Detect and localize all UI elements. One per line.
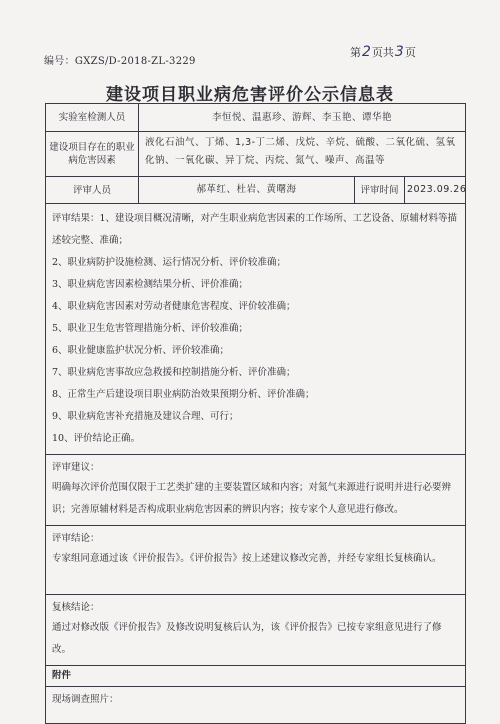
results-title: 评审结果：: [52, 213, 100, 224]
suggestions-row: [46, 455, 466, 526]
recheck-block: [46, 595, 466, 666]
results-item: 7、职业病危害事故应急救援和控制措施分析、评价准确；: [52, 367, 296, 378]
results-item: 4、职业病危害因素对劳动者健康危害程度、评价较准确；: [52, 301, 296, 312]
attachment-title: 附件: [46, 666, 466, 687]
suggestions-title: 评审建议：: [52, 462, 100, 473]
page-current: 2: [362, 44, 371, 60]
site-photos-block: [46, 687, 466, 724]
suggestions-text: 明确每次评价范围仅限于工艺类扩建的主要装置区域和内容；对氮气来源进行说明并进行必要辨识；完善原辅材料是否构成职业病危害因素的辨识内容；按专家个人意见进行修改。: [52, 482, 452, 515]
reviewers-label: 评审人员: [46, 177, 139, 204]
suggestions-block: [46, 455, 466, 526]
results-item: 评审结果：1、建设项目概况清晰，对产生职业病危害因素的工作场所、工艺设备、原辅材料等描述较完整、准确；: [52, 213, 458, 246]
hazards-value: 液化石油气、丁烯、1,3-丁二烯、戊烷、辛烷、硫酸、二氧化硫、氢氧化钠、一氧化碳、异丁烷、丙烷、氮气、噪声、高温等: [139, 132, 466, 177]
review-time-value: 2023.09.26: [405, 177, 466, 204]
conclusion-text: 专家组同意通过该《评价报告》。《评价报告》按上述建议修改完善，并经专家组长复核确认。: [52, 553, 442, 564]
document-title: 建设项目职业病危害评价公示信息表: [106, 85, 394, 105]
page-suffix: 页: [404, 46, 416, 59]
recheck-text: 通过对修改版《评价报告》及修改说明复核后认为，该《评价报告》已按专家组意见进行了修改。: [52, 622, 442, 655]
hazards-label: 建设项目存在的职业病危害因素: [46, 132, 139, 177]
results-block: [46, 204, 466, 455]
results-item: 10、评价结论正确。: [52, 433, 141, 444]
recheck-row: [46, 595, 466, 666]
results-item: 9、职业病危害补充措施及建议合理、可行；: [52, 411, 239, 422]
attachment-row: [46, 666, 466, 687]
page-total: 3: [394, 44, 404, 60]
lab-staff-row: [46, 104, 466, 132]
conclusion-title: 评审结论：: [52, 533, 100, 544]
conclusion-block: [46, 526, 466, 595]
page-indicator: [350, 44, 416, 60]
hazards-row: [46, 132, 466, 177]
results-item: 5、职业卫生危害管理措施分析、评价较准确；: [52, 323, 249, 334]
document-number: 编号：GXZS/D-2018-ZL-3229: [44, 56, 196, 67]
results-item: 3、职业病危害因素检测结果分析、评价准确；: [52, 279, 249, 290]
results-item: 8、正常生产后建设项目职业病防治效果预期分析、评价准确；: [52, 389, 315, 400]
recheck-title: 复核结论：: [52, 602, 100, 613]
lab-staff-label: 实验室检测人员: [46, 104, 139, 132]
lab-staff-value: 李恒悦、温惠珍、游辉、李玉艳、谭华艳: [139, 104, 466, 132]
reviewers-row: [46, 177, 466, 204]
info-table: [45, 103, 466, 724]
site-photos-row: [46, 687, 466, 724]
review-time-label: 评审时间: [355, 177, 405, 204]
results-item: 2、职业病防护设施检测、运行情况分析、评价较准确；: [52, 257, 287, 268]
results-row: [46, 204, 466, 455]
site-photos-label: 现场调查照片：: [52, 694, 119, 705]
page-middle: 页共: [371, 46, 394, 59]
page-prefix: 第: [350, 46, 361, 59]
results-item: 6、职业健康监护状况分析、评价较准确；: [52, 345, 230, 356]
conclusion-row: [46, 526, 466, 595]
reviewers-value: 郝革红、杜岩、黄曙海: [139, 177, 355, 204]
